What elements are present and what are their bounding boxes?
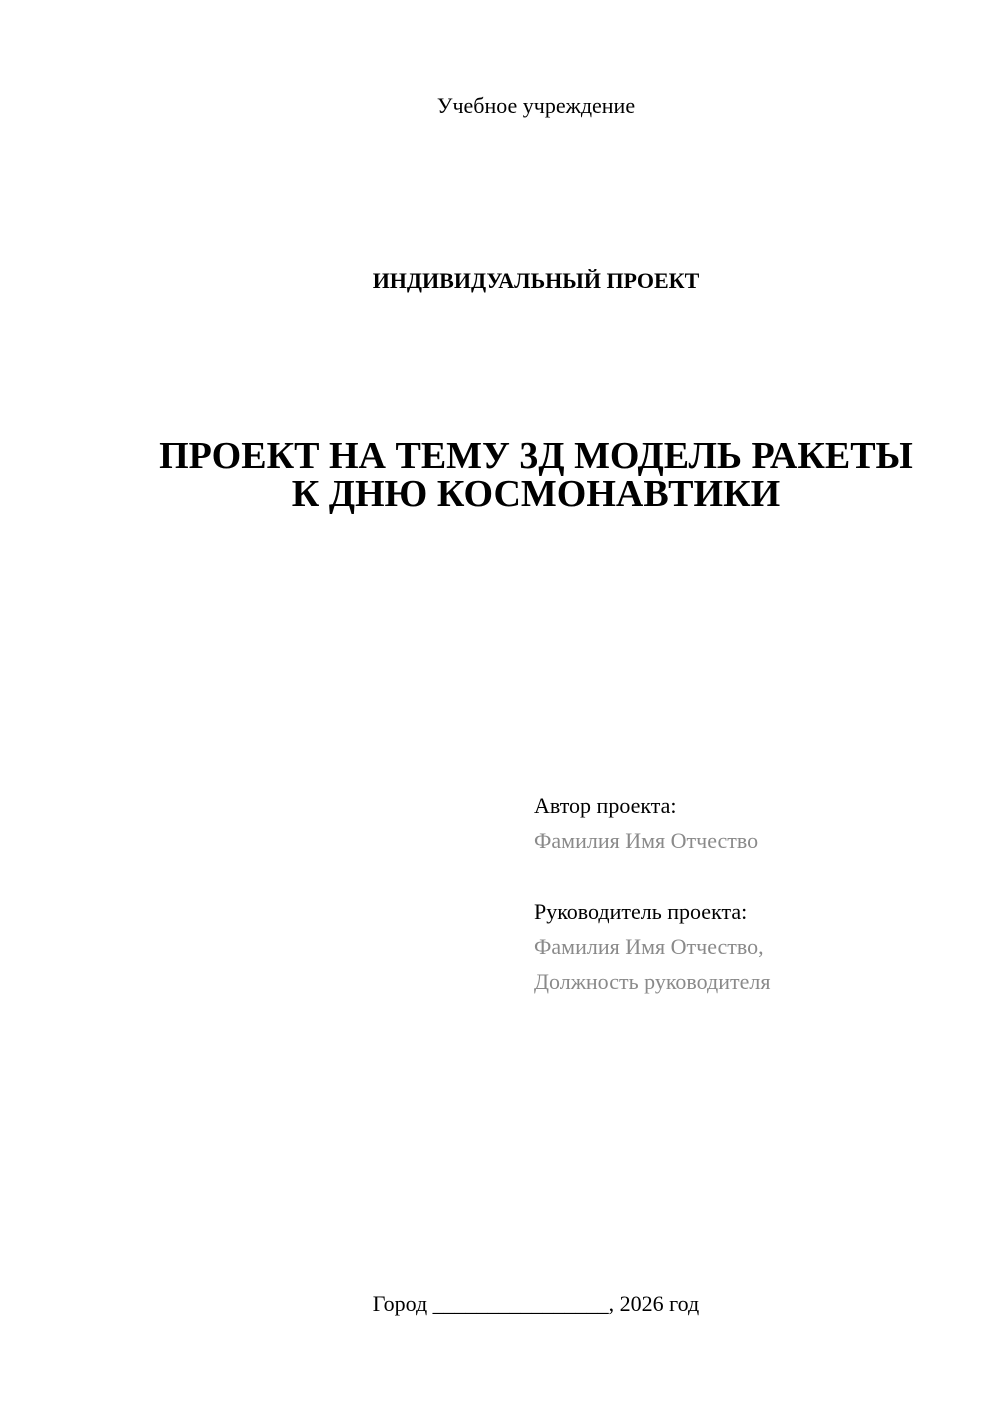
project-title-line-2: К ДНЮ КОСМОНАВТИКИ [291,473,781,515]
supervisor-name: Фамилия Имя Отчество, [534,934,764,959]
author-label: Автор проекта: [534,793,677,818]
author-block [534,788,974,858]
institution-name: Учебное учреждение [436,93,636,118]
city-year-line: Город ________________, 2026 год [372,1291,700,1316]
project-title [0,437,1000,513]
project-title-line-1: ПРОЕКТ НА ТЕМУ 3Д МОДЕЛЬ РАКЕТЫ [159,435,913,477]
supervisor-block [534,894,974,999]
supervisor-label: Руководитель проекта: [534,899,748,924]
supervisor-position: Должность руководителя [534,969,771,994]
author-name: Фамилия Имя Отчество [534,828,759,853]
project-type-heading: ИНДИВИДУАЛЬНЫЙ ПРОЕКТ [372,268,700,293]
